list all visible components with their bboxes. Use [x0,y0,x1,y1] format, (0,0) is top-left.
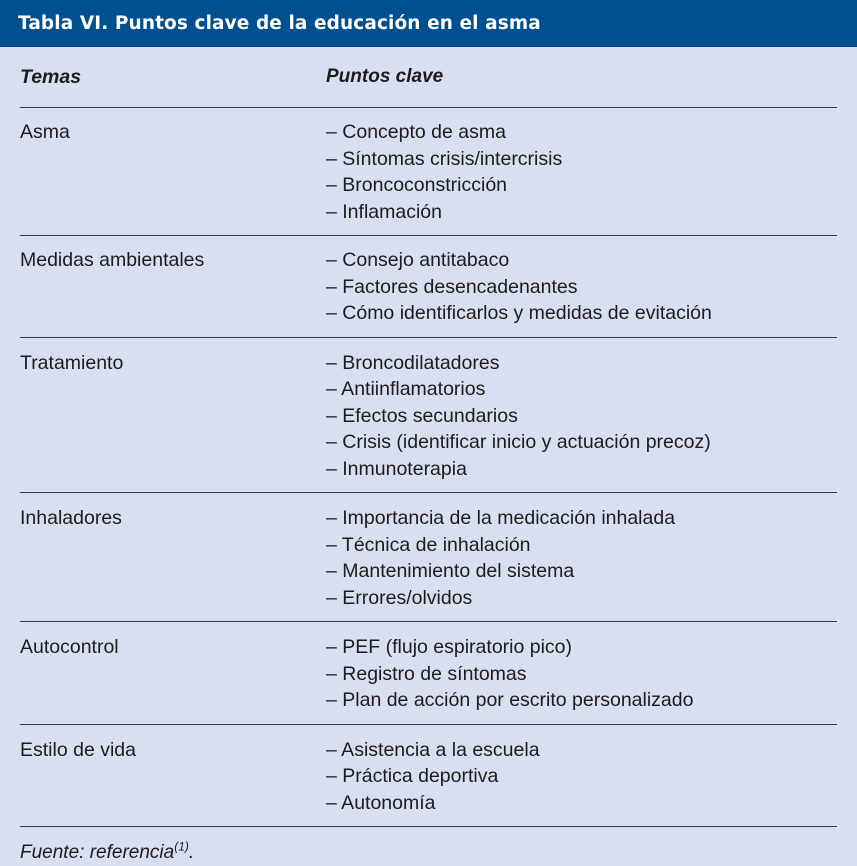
key-point: – Broncodilatadores [326,351,500,374]
row-points [326,737,837,817]
row-points [326,247,837,327]
key-point: – Broncoconstricción [326,174,508,196]
table-header [20,47,837,108]
table-row [20,725,837,828]
key-point: – Errores/olvidos [326,586,473,609]
row-points [326,634,837,714]
table-source [20,827,837,864]
key-point: – Efectos secundarios [326,404,518,427]
key-point: – Factores desencadenantes [326,275,578,298]
table-row [20,493,837,622]
row-topic: Autocontrol [20,636,119,658]
key-point: – Síntomas crisis/intercrisis [326,147,563,170]
key-point: – Crisis (identificar inicio y actuación precoz) [326,431,711,453]
key-point: – Registro de síntomas [326,662,527,685]
table-title: Tabla VI. Puntos clave de la educación en el asma [0,0,857,47]
source-end: . [188,842,195,863]
table-row [20,108,837,236]
key-point: – Técnica de inhalación [326,533,531,556]
key-point: – Práctica deportiva [326,765,499,787]
row-topic: Medidas ambientales [20,249,205,271]
row-points [326,505,837,611]
key-point: – Antiinflamatorios [326,378,486,400]
key-point: – Concepto de asma [326,121,506,143]
key-point: – Inmunoterapia [326,457,467,480]
key-point: – Cómo identificarlos y medidas de evitación [326,302,712,324]
key-point: – PEF (flujo espiratorio pico) [326,636,573,658]
header-key-points: Puntos clave [326,66,444,87]
key-point: – Plan de acción por escrito personalizado [326,689,694,711]
table-row [20,622,837,725]
table-row [20,338,837,494]
row-topic: Tratamiento [20,351,124,374]
row-points [326,119,837,225]
table-body [0,47,857,864]
row-topic: Estilo de vida [20,738,136,761]
source-text: Fuente: referencia [20,842,175,863]
key-point: – Importancia de la medicación inhalada [326,507,676,529]
header-topics: Temas [20,65,82,88]
key-point: – Autonomía [326,791,436,814]
row-points [326,350,837,483]
key-point: – Inflamación [326,200,442,223]
key-point: – Consejo antitabaco [326,249,510,271]
source-reference: (1) [174,839,189,854]
table-row [20,236,837,338]
key-point: – Mantenimiento del sistema [326,560,575,582]
row-topic: Inhaladores [20,507,122,529]
table-rows [20,108,837,827]
row-topic: Asma [20,121,70,143]
key-point: – Asistencia a la escuela [326,738,540,761]
